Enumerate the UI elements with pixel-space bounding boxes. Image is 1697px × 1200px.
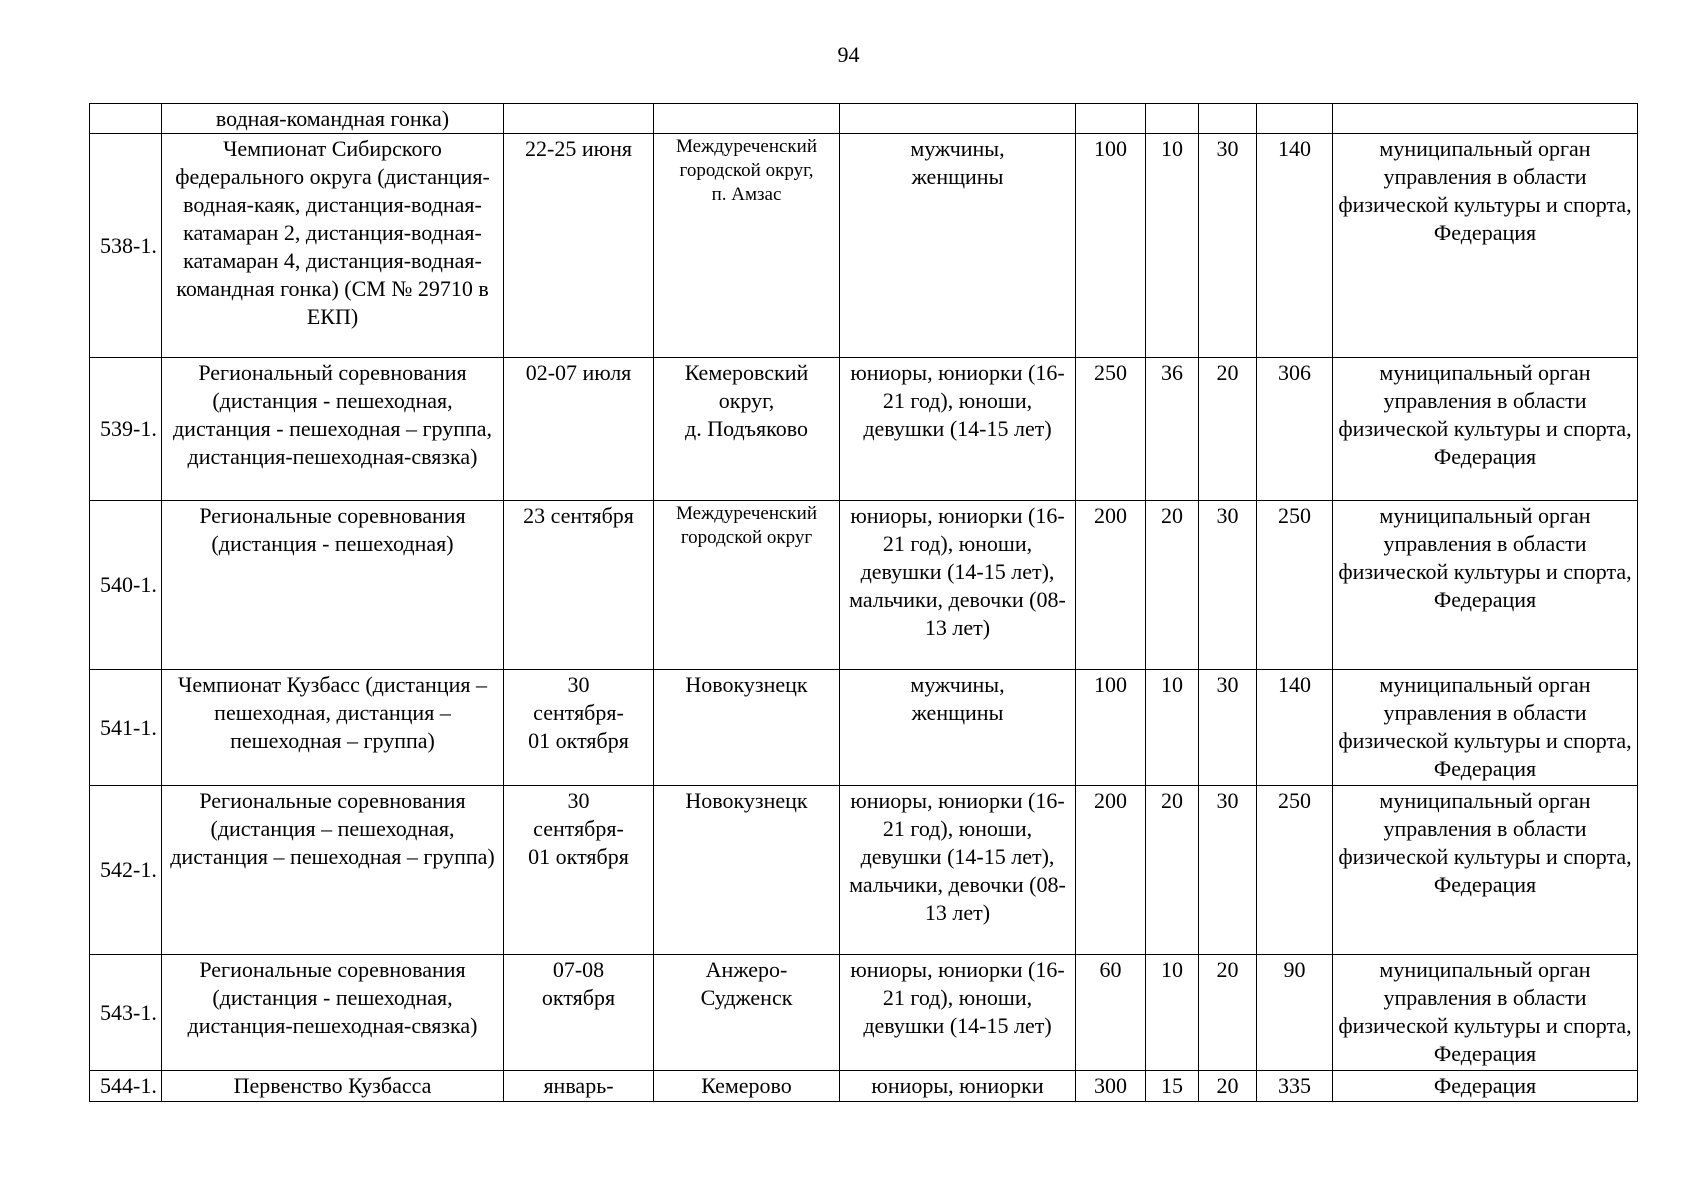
cell-place xyxy=(654,104,840,134)
cell-participants: юниоры, юниорки (16-21 год), юноши, девушки (14-15 лет) xyxy=(840,955,1076,1071)
table-row xyxy=(90,955,1638,1071)
cell-participants: юниоры, юниорки (16-21 год), юноши, девушки (14-15 лет) xyxy=(840,358,1076,501)
cell-num: 540-1. xyxy=(90,501,162,670)
cell-total: 140 xyxy=(1257,670,1333,786)
cell-place: Междуреченский городской округ, п. Амзас xyxy=(654,134,840,358)
cell-organizer: муниципальный орган управления в области физической культуры и спорта, Федерация xyxy=(1333,501,1638,670)
cell-count-2 xyxy=(1146,104,1199,134)
cell-place: Новокузнецк xyxy=(654,786,840,955)
cell-date xyxy=(504,104,654,134)
cell-date: 30 сентября- 01 октября xyxy=(504,670,654,786)
cell-place: Кемеровский округ, д. Подъяково xyxy=(654,358,840,501)
cell-num: 541-1. xyxy=(90,670,162,786)
cell-count-2: 20 xyxy=(1146,786,1199,955)
cell-event-name: Первенство Кузбасса xyxy=(162,1071,504,1102)
cell-date: 02-07 июля xyxy=(504,358,654,501)
cell-participants: мужчины, женщины xyxy=(840,134,1076,358)
cell-num: 542-1. xyxy=(90,786,162,955)
cell-organizer: муниципальный орган управления в области физической культуры и спорта, Федерация xyxy=(1333,670,1638,786)
cell-num: 538-1. xyxy=(90,134,162,358)
cell-place: Кемерово xyxy=(654,1071,840,1102)
cell-organizer: Федерация xyxy=(1333,1071,1638,1102)
cell-participants: юниоры, юниорки xyxy=(840,1071,1076,1102)
table-row xyxy=(90,786,1638,955)
cell-date: 07-08 октября xyxy=(504,955,654,1071)
cell-total: 140 xyxy=(1257,134,1333,358)
cell-date: 30 сентября- 01 октября xyxy=(504,786,654,955)
cell-num xyxy=(90,104,162,134)
cell-total: 306 xyxy=(1257,358,1333,501)
events-table xyxy=(89,103,1638,1102)
cell-count-2: 20 xyxy=(1146,501,1199,670)
cell-total: 250 xyxy=(1257,501,1333,670)
cell-event-name: Региональные соревнования (дистанция - пешеходная, дистанция-пешеходная-связка) xyxy=(162,955,504,1071)
cell-count-3: 20 xyxy=(1199,955,1257,1071)
cell-organizer xyxy=(1333,104,1638,134)
cell-count-3: 30 xyxy=(1199,786,1257,955)
cell-event-name: Региональные соревнования (дистанция - пешеходная) xyxy=(162,501,504,670)
cell-event-name: водная-командная гонка) xyxy=(162,104,504,134)
cell-count-3 xyxy=(1199,104,1257,134)
table-row xyxy=(90,501,1638,670)
cell-date: 22-25 июня xyxy=(504,134,654,358)
cell-count-3: 30 xyxy=(1199,670,1257,786)
cell-organizer: муниципальный орган управления в области физической культуры и спорта, Федерация xyxy=(1333,358,1638,501)
cell-place: Анжеро- Судженск xyxy=(654,955,840,1071)
cell-participants xyxy=(840,104,1076,134)
cell-participants: юниоры, юниорки (16-21 год), юноши, девушки (14-15 лет), мальчики, девочки (08-13 лет) xyxy=(840,786,1076,955)
cell-count-2: 10 xyxy=(1146,670,1199,786)
cell-num: 539-1. xyxy=(90,358,162,501)
cell-count-2: 15 xyxy=(1146,1071,1199,1102)
cell-organizer: муниципальный орган управления в области физической культуры и спорта, Федерация xyxy=(1333,955,1638,1071)
cell-num: 544-1. xyxy=(90,1071,162,1102)
cell-total: 90 xyxy=(1257,955,1333,1071)
cell-total: 250 xyxy=(1257,786,1333,955)
table-row xyxy=(90,670,1638,786)
cell-count-3: 30 xyxy=(1199,501,1257,670)
cell-total: 335 xyxy=(1257,1071,1333,1102)
table-row-continuation xyxy=(90,104,1638,134)
cell-count-2: 10 xyxy=(1146,134,1199,358)
cell-participants: юниоры, юниорки (16-21 год), юноши, девушки (14-15 лет), мальчики, девочки (08-13 лет) xyxy=(840,501,1076,670)
cell-count-1: 250 xyxy=(1076,358,1146,501)
cell-event-name: Региональные соревнования (дистанция – пешеходная, дистанция – пешеходная – группа) xyxy=(162,786,504,955)
cell-place: Новокузнецк xyxy=(654,670,840,786)
cell-event-name: Региональный соревнования (дистанция - пешеходная, дистанция - пешеходная – группа, дистанция-пешеходная-связка) xyxy=(162,358,504,501)
cell-count-1: 60 xyxy=(1076,955,1146,1071)
cell-total xyxy=(1257,104,1333,134)
cell-event-name: Чемпионат Кузбасс (дистанция – пешеходная, дистанция – пешеходная – группа) xyxy=(162,670,504,786)
table-row xyxy=(90,134,1638,358)
cell-organizer: муниципальный орган управления в области физической культуры и спорта, Федерация xyxy=(1333,134,1638,358)
cell-count-1: 100 xyxy=(1076,134,1146,358)
cell-count-1: 200 xyxy=(1076,501,1146,670)
cell-count-1: 300 xyxy=(1076,1071,1146,1102)
table-row xyxy=(90,1071,1638,1102)
cell-participants: мужчины, женщины xyxy=(840,670,1076,786)
cell-count-1 xyxy=(1076,104,1146,134)
cell-count-3: 20 xyxy=(1199,1071,1257,1102)
cell-place: Междуреченский городской округ xyxy=(654,501,840,670)
cell-date: 23 сентября xyxy=(504,501,654,670)
cell-organizer: муниципальный орган управления в области физической культуры и спорта, Федерация xyxy=(1333,786,1638,955)
cell-event-name: Чемпионат Сибирского федерального округа (дистанция-водная-каяк, дистанция-водная-катамаран 2, дистанция-водная-катамаран 4, дистанция-водная-командная гонка) (СМ № 29710 в ЕКП) xyxy=(162,134,504,358)
page-number: 94 xyxy=(837,42,860,67)
cell-count-1: 100 xyxy=(1076,670,1146,786)
cell-count-1: 200 xyxy=(1076,786,1146,955)
cell-count-3: 20 xyxy=(1199,358,1257,501)
cell-count-2: 36 xyxy=(1146,358,1199,501)
cell-count-3: 30 xyxy=(1199,134,1257,358)
cell-count-2: 10 xyxy=(1146,955,1199,1071)
cell-date: январь- xyxy=(504,1071,654,1102)
table-row xyxy=(90,358,1638,501)
cell-num: 543-1. xyxy=(90,955,162,1071)
